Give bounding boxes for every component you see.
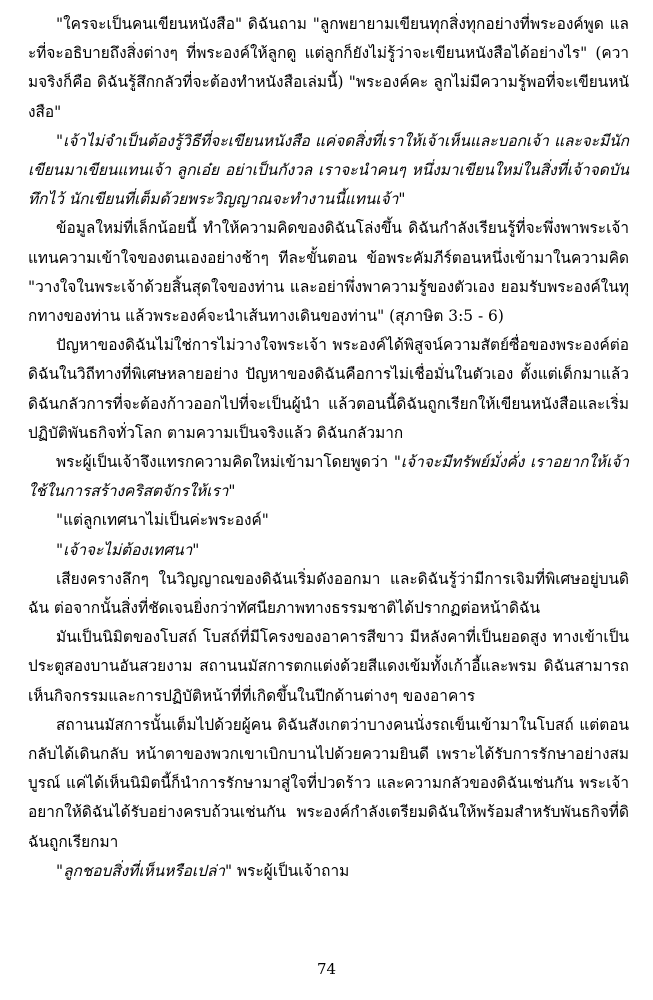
paragraph-2-quote [28, 127, 629, 215]
paragraph-text: "ใครจะเป็นคนเขียนหนังสือ" ดิฉันถาม "ลูกพยายามเขียนทุกสิ่งทุกอย่างที่พระองค์พูด และที่จะอธิบายถึงสิ่งต่างๆ ที่พระองค์ให้ลูกดู แต่ลูกก็ยังไม่รู้ว่าจะเขียนหนังสือได้อย่างไร" (ความจริงก็คือ ดิฉันรู้สึกกลัวที่จะต้องทำหนังสือเล่มนี้) "พระองค์คะ ลูกไม่มีความรู้พอที่จะเขียนหนังสือ" [28, 15, 629, 121]
paragraph-text: มันเป็นนิมิตของโบสถ์ โบสถ์ที่มีโครงของอาคารสีขาว มีหลังคาที่เป็นยอดสูง ทางเข้าเป็นประตูสองบานอันสวยงาม สถานนมัสการตกแต่งด้วยสีแดงเข้มทั้งเก้าอี้และพรม ดิฉันสามารถเห็นกิจกรรมและการปฏิบัติหน้าที่ที่เกิดขึ้นในปีกด้านต่างๆ ของอาคาร [28, 628, 629, 705]
paragraph-text: "แต่ลูกเทศนาไม่เป็นค่ะพระองค์" [56, 511, 269, 530]
paragraph-5 [28, 448, 629, 506]
paragraph-9 [28, 623, 629, 711]
paragraph-text-italic: "เจ้าจะมีทรัพย์มั่งคั่ง เราอยากให้เจ้าใช้ในการสร้างคริสตจักรให้เรา" [28, 453, 630, 501]
page-number: 74 [316, 960, 337, 978]
paragraph-text-italic: "เจ้าจะไม่ต้องเทศนา" [56, 540, 200, 559]
paragraph-text: เสียงครางลึกๆ ในวิญญาณของดิฉันเริ่มดังออกมา และดิฉันรู้ว่ามีการเจิมที่พิเศษอยู่บนดิฉัน ต่อจากนั้นสิ่งที่ชัดเจนยิ่งกว่าทัศนียภาพทางธรรมชาติได้ปรากฏต่อหน้าดิฉัน [28, 569, 629, 618]
paragraph-text: ข้อมูลใหม่ที่เล็กน้อยนี้ ทำให้ความคิดของดิฉันโล่งขึ้น ดิฉันกำลังเรียนรู้ที่จะพึ่งพาพระเจ้าแทนความเข้าใจของตนเองอย่างช้าๆ ทีละขั้นตอน ข้อพระคัมภีร์ตอนหนึ่งเข้ามาในความคิด "วางใจในพระเจ้าด้วยสิ้นสุดใจของท่าน และอย่าพึ่งพาความรู้ของตัวเอง ยอมรับพระองค์ในทุกทางของท่าน แล้วพระองค์จะนำเส้นทางเดินของท่าน" (สุภาษิต 3:5 - 6) [28, 219, 629, 326]
paragraph-1 [28, 10, 629, 127]
paragraph-text: พระผู้เป็นเจ้าถาม [232, 861, 350, 880]
paragraph-8 [28, 565, 629, 623]
paragraph-6 [28, 506, 629, 535]
paragraph-text-italic: "ลูกชอบสิ่งที่เห็นหรือเปล่า" [56, 861, 233, 880]
body-text [28, 10, 629, 886]
paragraph-text: สถานนมัสการนั้นเต็มไปด้วยผู้คน ดิฉันสังเกตว่าบางคนนั่งรถเข็นเข้ามาในโบสถ์ แต่ตอนกลับได้เดินกลับ หน้าตาของพวกเขาเบิกบานไปด้วยความยินดี เพราะได้รับการรักษาอย่างสมบูรณ์ แค่ได้เห็นนิมิตนี้ก็นำการรักษามาสู่ใจที่ปวดร้าว และความกลัวของดิฉันเช่นกัน พระเจ้าอยากให้ดิฉันได้รับอย่างครบถ้วนเช่นกัน พระองค์กำลังเตรียมดิฉันให้พร้อมสำหรับพันธกิจที่ดิฉันถูกเรียกมา [28, 715, 629, 851]
paragraph-4 [28, 331, 629, 448]
paragraph-3 [28, 214, 629, 331]
paragraph-11 [28, 857, 629, 886]
paragraph-10 [28, 711, 629, 857]
paragraph-text: พระผู้เป็นเจ้าจึงแทรกความคิดใหม่เข้ามาโดยพูดว่า [56, 453, 394, 472]
paragraph-text-italic: "เจ้าไม่จำเป็นต้องรู้วิธีที่จะเขียนหนังสือ แค่จดสิ่งที่เราให้เจ้าเห็นและบอกเจ้า และจะมีนักเขียนมาเขียนแทนเจ้า ลูกเอ๋ย อย่าเป็นกังวล เราจะนำคนๆ หนึ่งมาเขียนใหม่ในสิ่งที่เจ้าจดบันทึกไว้ นักเขียนที่เต็มด้วยพระวิญญาณจะทำงานนี้แทนเจ้า" [28, 131, 629, 209]
paragraph-7-quote [28, 536, 629, 565]
paragraph-text: ปัญหาของดิฉันไม่ใช่การไม่วางใจพระเจ้า พระองค์ได้พิสูจน์ความสัตย์ซื่อของพระองค์ต่อดิฉันในวิถีทางที่พิเศษหลายอย่าง ปัญหาของดิฉันคือการไม่เชื่อมั่นในตัวเอง ตั้งแต่เด็กมาแล้ว ดิฉันกลัวการที่จะต้องก้าวออกไปที่จะเป็นผู้นำ แล้วตอนนี้ดิฉันถูกเรียกให้เขียนหนังสือและเริ่มปฏิบัติพันธกิจทั่วโลก ตามความเป็นจริงแล้ว ดิฉันกลัวมาก [28, 336, 629, 442]
